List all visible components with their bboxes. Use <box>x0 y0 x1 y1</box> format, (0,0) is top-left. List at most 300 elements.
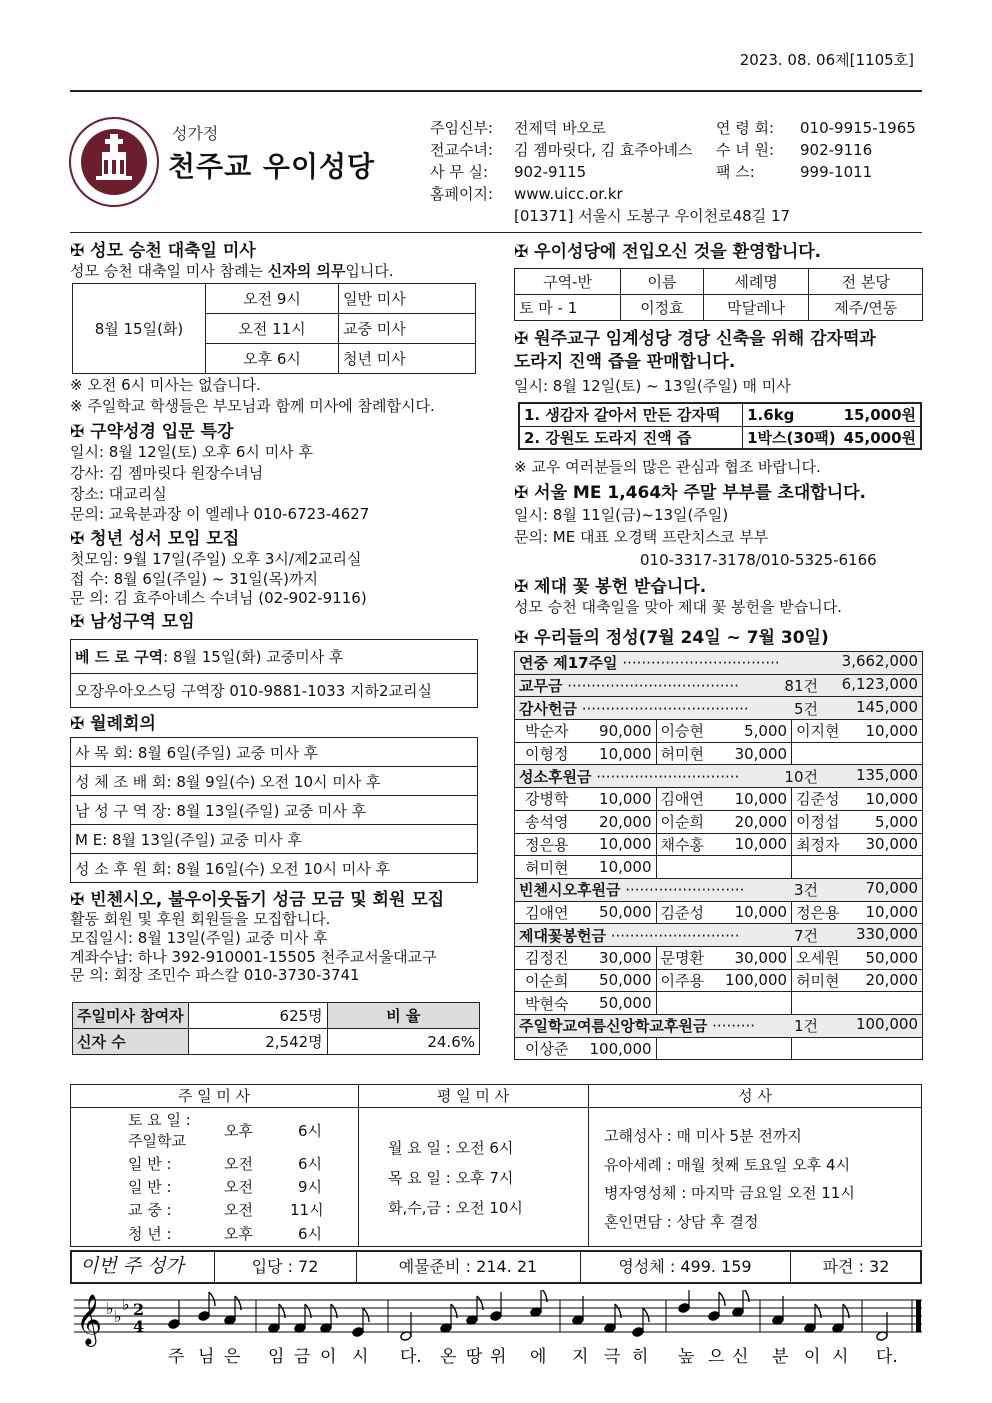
contact-value: 902-9116 <box>800 141 873 159</box>
donor-name: 채수홍 <box>656 833 721 856</box>
vincent-line: 활동 회원 및 후원 회원들을 모집합니다. <box>70 910 331 928</box>
donor-amount: 30,000 <box>586 946 657 969</box>
welcome-header: 세례명 <box>703 269 809 295</box>
donor-amount <box>721 992 792 1015</box>
donor-amount: 10,000 <box>721 833 792 856</box>
district-name: 베 드 로 구역 <box>75 648 164 666</box>
donor-name <box>656 856 721 879</box>
offering-category-cell <box>515 1015 923 1038</box>
welcome-table <box>514 268 923 321</box>
ot-lecture-line: 일시: 8월 12일(토) 오후 6시 미사 후 <box>70 443 313 461</box>
lyric-syllable: 분 <box>772 1347 789 1367</box>
vincent-line: 계좌수납: 하나 392-910001-15505 천주교서울대교구 <box>70 948 437 966</box>
donor-amount: 50,000 <box>586 901 657 924</box>
category-count: 81건 <box>784 677 818 696</box>
contact-value: 전제덕 바오로 <box>514 119 606 137</box>
offering-category-row <box>515 1015 923 1038</box>
offering-category-row <box>515 697 923 720</box>
contact-key: 연 령 회: <box>716 119 775 137</box>
attendance-label: 주일미사 참여자 <box>73 1003 189 1029</box>
members-label: 신자 수 <box>73 1029 189 1055</box>
donor-name: 이상준 <box>515 1037 586 1060</box>
donor-amount: 5,000 <box>857 810 923 833</box>
men-group-row <box>71 640 478 674</box>
meeting-time: : 8월 16일(수) 오전 10시 미사 후 <box>166 859 391 878</box>
hymn-offertory: 예물준비 : 214. 21 <box>398 1257 538 1276</box>
category-name: 제대꽃봉헌금 <box>519 926 606 945</box>
offering-category-row <box>515 878 923 901</box>
category-count: 7건 <box>793 926 818 945</box>
category-amount: 100,000 <box>855 1015 918 1034</box>
donor-name: 최정자 <box>792 833 857 856</box>
lyric-syllable: 시 <box>832 1347 849 1367</box>
monthly-row <box>71 738 478 767</box>
donor-amount: 10,000 <box>721 788 792 811</box>
welcome-cell: 이정효 <box>621 295 704 321</box>
category-name: 빈첸시오후원금 <box>519 881 621 900</box>
schedule-divider <box>588 1084 589 1247</box>
donor-name: 김애연 <box>515 901 586 924</box>
monthly-title-text: 월례회의 <box>90 714 156 734</box>
donor-name <box>656 1037 721 1060</box>
donor-name <box>656 992 721 1015</box>
donor-amount: 100,000 <box>721 969 792 992</box>
offering-category-cell <box>515 765 923 788</box>
me-title-text: 서울 ME 1,464차 주말 부부를 초대합니다. <box>534 483 867 503</box>
note-head <box>168 1319 180 1330</box>
offering-donor-row <box>515 833 923 856</box>
lyric-syllable: 다. <box>400 1347 422 1367</box>
welcome-cell: 토 마 - 1 <box>515 295 621 321</box>
men-group-row: 오장우아오스딩 구역장 010-9881-1033 지하2교리실 <box>71 674 478 708</box>
wonju-note: ※ 교우 여러분들의 많은 관심과 협조 바랍니다. <box>514 458 821 476</box>
mass-type: 일반 미사 <box>339 284 476 314</box>
contact-block <box>430 118 930 228</box>
note-flag <box>643 1308 649 1322</box>
youth-bible-title-text: 청년 성서 모임 모집 <box>90 529 240 549</box>
hymn-communion: 영성체 : 499. 159 <box>618 1257 752 1276</box>
hymns-label: 이번 주 성가 <box>80 1255 184 1277</box>
cross-mark-icon: ✠ <box>514 483 529 503</box>
donor-name: 박현숙 <box>515 992 586 1015</box>
lyric-syllable: 금 <box>294 1347 311 1367</box>
contact-key: 수 녀 원: <box>716 141 775 159</box>
me-line: 일시: 8월 11일(금)~13일(주일) <box>514 506 729 524</box>
note-flag <box>209 1292 215 1306</box>
wonju-date: 일시: 8월 12일(토) ~ 13일(주일) 매 미사 <box>514 377 791 395</box>
sunday-mass-period: 오전 <box>224 1201 253 1219</box>
youth-bible-line: 접 수: 8월 6일(주일) ~ 31일(목)까지 <box>70 570 318 588</box>
lyric-syllable: 땅 <box>466 1347 483 1367</box>
donor-amount <box>857 742 923 765</box>
sunday-mass-label: 일 반 : <box>128 1155 172 1173</box>
donor-amount <box>721 856 792 879</box>
lyric-syllable: 지 <box>572 1347 589 1367</box>
intro-text: 입니다. <box>345 262 394 280</box>
offering-category-row <box>515 674 923 697</box>
sacrament-info: 유아세례 : 매월 첫째 토요일 오후 4시 <box>604 1156 851 1174</box>
mass-date: 8월 15일(화) <box>73 284 206 374</box>
donor-amount: 10,000 <box>857 720 923 743</box>
donor-name <box>792 992 857 1015</box>
donor-name: 이승현 <box>656 720 721 743</box>
assumption-title <box>70 241 256 261</box>
lyric-syllable: 높 <box>678 1347 695 1367</box>
ratio-value: 24.6% <box>327 1029 479 1055</box>
donor-amount <box>857 992 923 1015</box>
meeting-name: 성 소 후 원 회 <box>75 859 167 878</box>
logo-small-text: 성가정 <box>172 124 219 143</box>
donor-amount <box>857 1037 923 1060</box>
treble-clef-icon: 𝄞 <box>76 1294 103 1345</box>
cross-mark-icon: ✠ <box>70 714 85 734</box>
offering-category-row <box>515 765 923 788</box>
contact-value: 902-9115 <box>514 163 587 181</box>
donor-amount: 10,000 <box>857 901 923 924</box>
offering-category-cell <box>515 674 923 697</box>
donor-amount: 50,000 <box>857 946 923 969</box>
schedule-header-rule <box>70 1107 922 1108</box>
donor-name: 정은용 <box>792 901 857 924</box>
donor-name: 강병학 <box>515 788 586 811</box>
note-head <box>198 1311 210 1322</box>
hymn-entrance: 입당 : 72 <box>251 1257 319 1276</box>
category-name: 연중 제17주일 <box>519 654 618 673</box>
category-amount: 6,123,000 <box>841 675 918 694</box>
members-value: 2,542명 <box>188 1029 327 1055</box>
donor-name: 송석영 <box>515 810 586 833</box>
men-group-title-text: 남성구역 모임 <box>90 612 195 632</box>
note-head <box>678 1303 690 1314</box>
mass-time: 오전 9시 <box>206 284 339 314</box>
donor-name: 이지현 <box>792 720 857 743</box>
donor-name: 문명환 <box>656 946 721 969</box>
contact-key: 전교수녀: <box>430 141 494 159</box>
flowers-line: 성모 승천 대축일을 맞아 제대 꽃 봉헌을 받습니다. <box>514 598 842 616</box>
lyric-syllable: 이 <box>320 1347 337 1367</box>
youth-bible-line: 첫모임: 9월 17일(주일) 오후 3시/제2교리실 <box>70 550 362 568</box>
donor-amount <box>721 1037 792 1060</box>
wonju-table <box>518 402 922 450</box>
wonju-title-2: 도라지 진액 즙을 판매합니다. <box>514 352 736 372</box>
monthly-row <box>71 767 478 796</box>
lyric-syllable: 님 <box>198 1347 215 1367</box>
monthly-row <box>71 796 478 825</box>
lyric-syllable: 온 <box>440 1347 457 1367</box>
offering-category-cell <box>515 697 923 720</box>
donor-name: 김애연 <box>656 788 721 811</box>
mass-time: 오후 6시 <box>206 344 339 374</box>
music-staff <box>70 1290 926 1380</box>
weekday-mass: 목 요 일 : 오후 7시 <box>388 1169 514 1187</box>
category-amount: 145,000 <box>855 697 918 716</box>
offering-donor-row <box>515 992 923 1015</box>
note-head <box>708 1311 720 1322</box>
donor-name: 허미현 <box>792 969 857 992</box>
weekday-mass: 화,수,금 : 오전 10시 <box>388 1199 523 1217</box>
donor-amount: 10,000 <box>586 742 657 765</box>
donor-name <box>792 1037 857 1060</box>
lyric-syllable: 주 <box>168 1347 185 1367</box>
contact-row-1 <box>430 140 930 162</box>
welcome-title-text: 우이성당에 전입오신 것을 환영합니다. <box>534 242 822 262</box>
offering-donor-row <box>515 969 923 992</box>
donor-amount: 50,000 <box>586 969 657 992</box>
mass-type: 교중 미사 <box>339 314 476 344</box>
lyric-syllable: 위 <box>490 1347 507 1367</box>
offering-title-text: 우리들의 정성(7월 24일 ~ 7월 30일) <box>534 628 829 648</box>
leader-dots: ···································· <box>567 677 739 696</box>
product-price: 15,000원 <box>840 403 921 426</box>
offering-category-cell <box>515 652 923 675</box>
monthly-row <box>71 825 478 854</box>
cross-mark-icon: ✠ <box>70 241 85 261</box>
sunday-mass-period: 오전 <box>224 1178 253 1196</box>
cross-mark-icon: ✠ <box>70 612 85 632</box>
note-head <box>632 1327 644 1338</box>
category-name: 주일학교여름신앙학교후원금 <box>519 1017 708 1036</box>
ot-lecture-line: 문의: 교육분과장 이 엘레나 010-6723-4627 <box>70 505 370 523</box>
cross-mark-icon: ✠ <box>514 242 529 262</box>
ratio-label: 비 율 <box>327 1003 479 1029</box>
me-line: 문의: ME 대표 오경택 프란치스코 부부 <box>514 528 769 546</box>
welcome-header: 이름 <box>621 269 704 295</box>
category-amount: 70,000 <box>865 879 918 898</box>
donor-amount: 20,000 <box>721 810 792 833</box>
ot-lecture-title <box>70 422 233 442</box>
contact-value: 김 젬마릿다, 김 효주아녜스 <box>514 141 693 159</box>
lyric-syllable: 은 <box>224 1347 241 1367</box>
sunday-mass-time: 6시 <box>298 1225 323 1243</box>
wonju-title-text: 원주교구 임계성당 경당 신축을 위해 감자떡과 <box>534 329 876 349</box>
men-group-table <box>70 639 478 708</box>
ot-lecture-title-text: 구약성경 입문 특강 <box>90 422 234 442</box>
offering-donor-row <box>515 720 923 743</box>
category-amount: 135,000 <box>855 765 918 784</box>
lyric-syllable: 신 <box>732 1347 749 1367</box>
lyric-syllable: 극 <box>604 1347 621 1367</box>
assumption-table <box>72 283 476 374</box>
offering-category-cell <box>515 878 923 901</box>
donor-name <box>792 742 857 765</box>
intro-emphasis: 신자의 의무 <box>267 262 346 280</box>
contact-key: 사 무 실: <box>430 163 489 181</box>
contact-row-4 <box>430 206 930 228</box>
meeting-name: 남 성 구 역 장 <box>75 801 167 820</box>
assumption-title-text: 성모 승천 대축일 미사 <box>90 241 256 261</box>
meeting-name: 성 체 조 배 회 <box>75 772 167 791</box>
schedule-header: 평 일 미 사 <box>436 1087 510 1105</box>
donor-name: 박순자 <box>515 720 586 743</box>
sunday-mass-label: 토 요 일 : <box>128 1111 191 1129</box>
district-info: : 8월 15일(화) 교중미사 후 <box>163 648 344 666</box>
monthly-title <box>70 714 156 734</box>
assumption-intro <box>70 261 394 281</box>
donor-amount: 50,000 <box>586 992 657 1015</box>
sacrament-info: 혼인면담 : 상담 후 결정 <box>604 1213 759 1231</box>
assumption-note: ※ 주일학교 학생들은 부모님과 함께 미사에 참례합시다. <box>70 397 435 415</box>
flowers-title <box>514 577 706 597</box>
donor-amount: 20,000 <box>586 810 657 833</box>
sunday-mass-time: 6시 <box>298 1122 323 1140</box>
lyric-syllable: 으 <box>708 1347 725 1367</box>
donor-amount: 10,000 <box>857 788 923 811</box>
me-phone: 010-3317-3178/010-5325-6166 <box>640 551 877 569</box>
contact-value: 010-9915-1965 <box>800 119 916 137</box>
sunday-mass-period: 오후 <box>224 1122 253 1140</box>
lyric-syllable: 이 <box>804 1347 821 1367</box>
flat-sign-icon: ♭ <box>106 1299 114 1318</box>
category-count: 1건 <box>793 1017 818 1036</box>
donor-name: 허미현 <box>656 742 721 765</box>
meeting-time: : 8월 6일(주일) 교중 미사 후 <box>128 743 319 762</box>
sunday-mass-time: 6시 <box>298 1155 323 1173</box>
leader-dots: ······························ <box>596 767 740 786</box>
sunday-mass-label: 청 년 : <box>128 1225 172 1243</box>
contact-key: 홈페이지: <box>430 185 494 203</box>
sunday-mass-period: 오전 <box>224 1155 253 1173</box>
product-price: 45,000원 <box>840 426 921 449</box>
time-signature-top: 2 <box>133 1300 145 1319</box>
donor-name: 김정진 <box>515 946 586 969</box>
donor-amount <box>857 856 923 879</box>
attendance-table <box>72 1002 480 1055</box>
schedule-header: 성 사 <box>738 1087 772 1105</box>
mass-type: 청년 미사 <box>339 344 476 374</box>
offering-table <box>514 651 923 1060</box>
attendance-value: 625명 <box>188 1003 327 1029</box>
sunday-mass-time: 9시 <box>298 1178 323 1196</box>
donor-name: 이순희 <box>656 810 721 833</box>
offering-donor-row <box>515 788 923 811</box>
donor-name: 허미현 <box>515 856 586 879</box>
wonju-title <box>514 329 876 349</box>
vincent-title-text: 빈첸시오, 불우이웃돕기 성금 모금 및 회원 모집 <box>90 890 445 910</box>
contact-row-3 <box>430 184 930 206</box>
sunday-mass-time: 11시 <box>290 1201 324 1219</box>
weekday-mass: 월 요 일 : 오전 6시 <box>388 1139 514 1157</box>
donor-name: 이주용 <box>656 969 721 992</box>
offering-donor-row <box>515 856 923 879</box>
homepage-link[interactable]: www.uicc.or.kr <box>514 185 623 203</box>
leader-dots: ········· <box>712 1017 756 1036</box>
lyric-syllable: 히 <box>632 1347 649 1367</box>
leader-dots: ································· <box>622 654 780 673</box>
offering-category-row <box>515 924 923 947</box>
contact-key: 주임신부: <box>430 119 494 137</box>
intro-text: 성모 승천 대축일 미사 참례는 <box>70 262 268 280</box>
cross-mark-icon: ✠ <box>514 329 529 349</box>
category-count: 3건 <box>793 881 818 900</box>
cross-mark-icon: ✠ <box>514 628 529 648</box>
donor-name: 이형정 <box>515 742 586 765</box>
meeting-name: 사 목 회 <box>75 743 129 762</box>
donor-amount: 10,000 <box>586 833 657 856</box>
offering-title <box>514 628 829 648</box>
assumption-note: ※ 오전 6시 미사는 없습니다. <box>70 376 261 394</box>
welcome-header: 구역-반 <box>515 269 621 295</box>
time-signature-bottom: 4 <box>133 1317 145 1336</box>
donor-amount: 100,000 <box>586 1037 657 1060</box>
donor-name <box>792 856 857 879</box>
note-head <box>352 1327 364 1338</box>
ot-lecture-line: 장소: 대교리실 <box>70 485 167 503</box>
donor-name: 정은용 <box>515 833 586 856</box>
donor-amount: 10,000 <box>586 788 657 811</box>
hymn-recessional: 파견 : 32 <box>822 1257 890 1276</box>
donor-amount: 5,000 <box>721 720 792 743</box>
schedule-divider <box>358 1084 359 1247</box>
meeting-time: : 8월 9일(수) 오전 10시 미사 후 <box>166 772 381 791</box>
men-group-title <box>70 612 195 632</box>
lyric-syllable: 시 <box>352 1347 369 1367</box>
monthly-row <box>71 854 478 883</box>
issue-number: 2023. 08. 06제[1105호] <box>739 51 914 69</box>
youth-bible-title <box>70 529 239 549</box>
youth-bible-line: 문 의: 김 효주아녜스 수녀님 (02-902-9116) <box>70 589 367 607</box>
product-size: 1.6kg <box>743 403 840 426</box>
contact-value: 999-1011 <box>800 163 873 181</box>
donor-name: 이정섭 <box>792 810 857 833</box>
donor-amount: 30,000 <box>721 742 792 765</box>
sacrament-info: 고해성사 : 매 미사 5분 전까지 <box>604 1127 802 1145</box>
cross-mark-icon: ✠ <box>70 890 85 910</box>
sunday-mass-period: 오후 <box>224 1225 253 1243</box>
donor-amount: 20,000 <box>857 969 923 992</box>
offering-category-row <box>515 652 923 675</box>
church-name: 천주교 우이성당 <box>168 150 376 183</box>
lyric-syllable: 다. <box>876 1347 898 1367</box>
offering-donor-row <box>515 742 923 765</box>
vincent-line: 모집일시: 8월 13일(주일) 교중 미사 후 <box>70 929 328 947</box>
church-logo-icon <box>68 116 160 208</box>
offering-donor-row <box>515 810 923 833</box>
leader-dots: ························· <box>625 881 745 900</box>
meeting-time: : 8월 13일(주일) 교중 미사 후 <box>102 830 302 849</box>
note-flag <box>363 1308 369 1322</box>
welcome-cell: 제주/연동 <box>809 295 923 321</box>
monthly-table <box>70 737 478 883</box>
category-name: 감사헌금 <box>519 699 577 718</box>
welcome-cell: 막달레나 <box>703 295 809 321</box>
product-name: 2. 강원도 도라지 진액 즙 <box>519 426 743 449</box>
note-head <box>490 1311 502 1322</box>
welcome-header: 전 본당 <box>809 269 923 295</box>
donor-name: 김준성 <box>656 901 721 924</box>
category-amount: 3,662,000 <box>841 652 918 671</box>
leader-dots: ··································· <box>581 699 749 718</box>
category-count: 10건 <box>784 767 818 786</box>
category-count: 5건 <box>793 699 818 718</box>
donor-amount: 30,000 <box>857 833 923 856</box>
contact-key: 팩 스: <box>716 163 755 181</box>
address: [01371] 서울시 도봉구 우이천로48길 17 <box>514 207 791 225</box>
ot-lecture-line: 강사: 김 젬마릿다 원장수녀님 <box>70 464 264 482</box>
sunday-mass-label: 교 중 : <box>128 1201 172 1219</box>
donor-name: 김준성 <box>792 788 857 811</box>
mass-time: 오전 11시 <box>206 314 339 344</box>
donor-name: 이순희 <box>515 969 586 992</box>
category-name: 성소후원금 <box>519 767 592 786</box>
leader-dots: ··························· <box>610 926 740 945</box>
vincent-line: 문 의: 회장 조민수 파스칼 010-3730-3741 <box>70 966 360 984</box>
flat-sign-icon: ♭ <box>114 1307 122 1326</box>
lyrics-group <box>168 1346 898 1367</box>
donor-amount: 10,000 <box>586 856 657 879</box>
donor-amount: 30,000 <box>721 946 792 969</box>
flowers-title-text: 제대 꽃 봉헌 받습니다. <box>534 577 707 597</box>
category-amount: 330,000 <box>855 924 918 943</box>
